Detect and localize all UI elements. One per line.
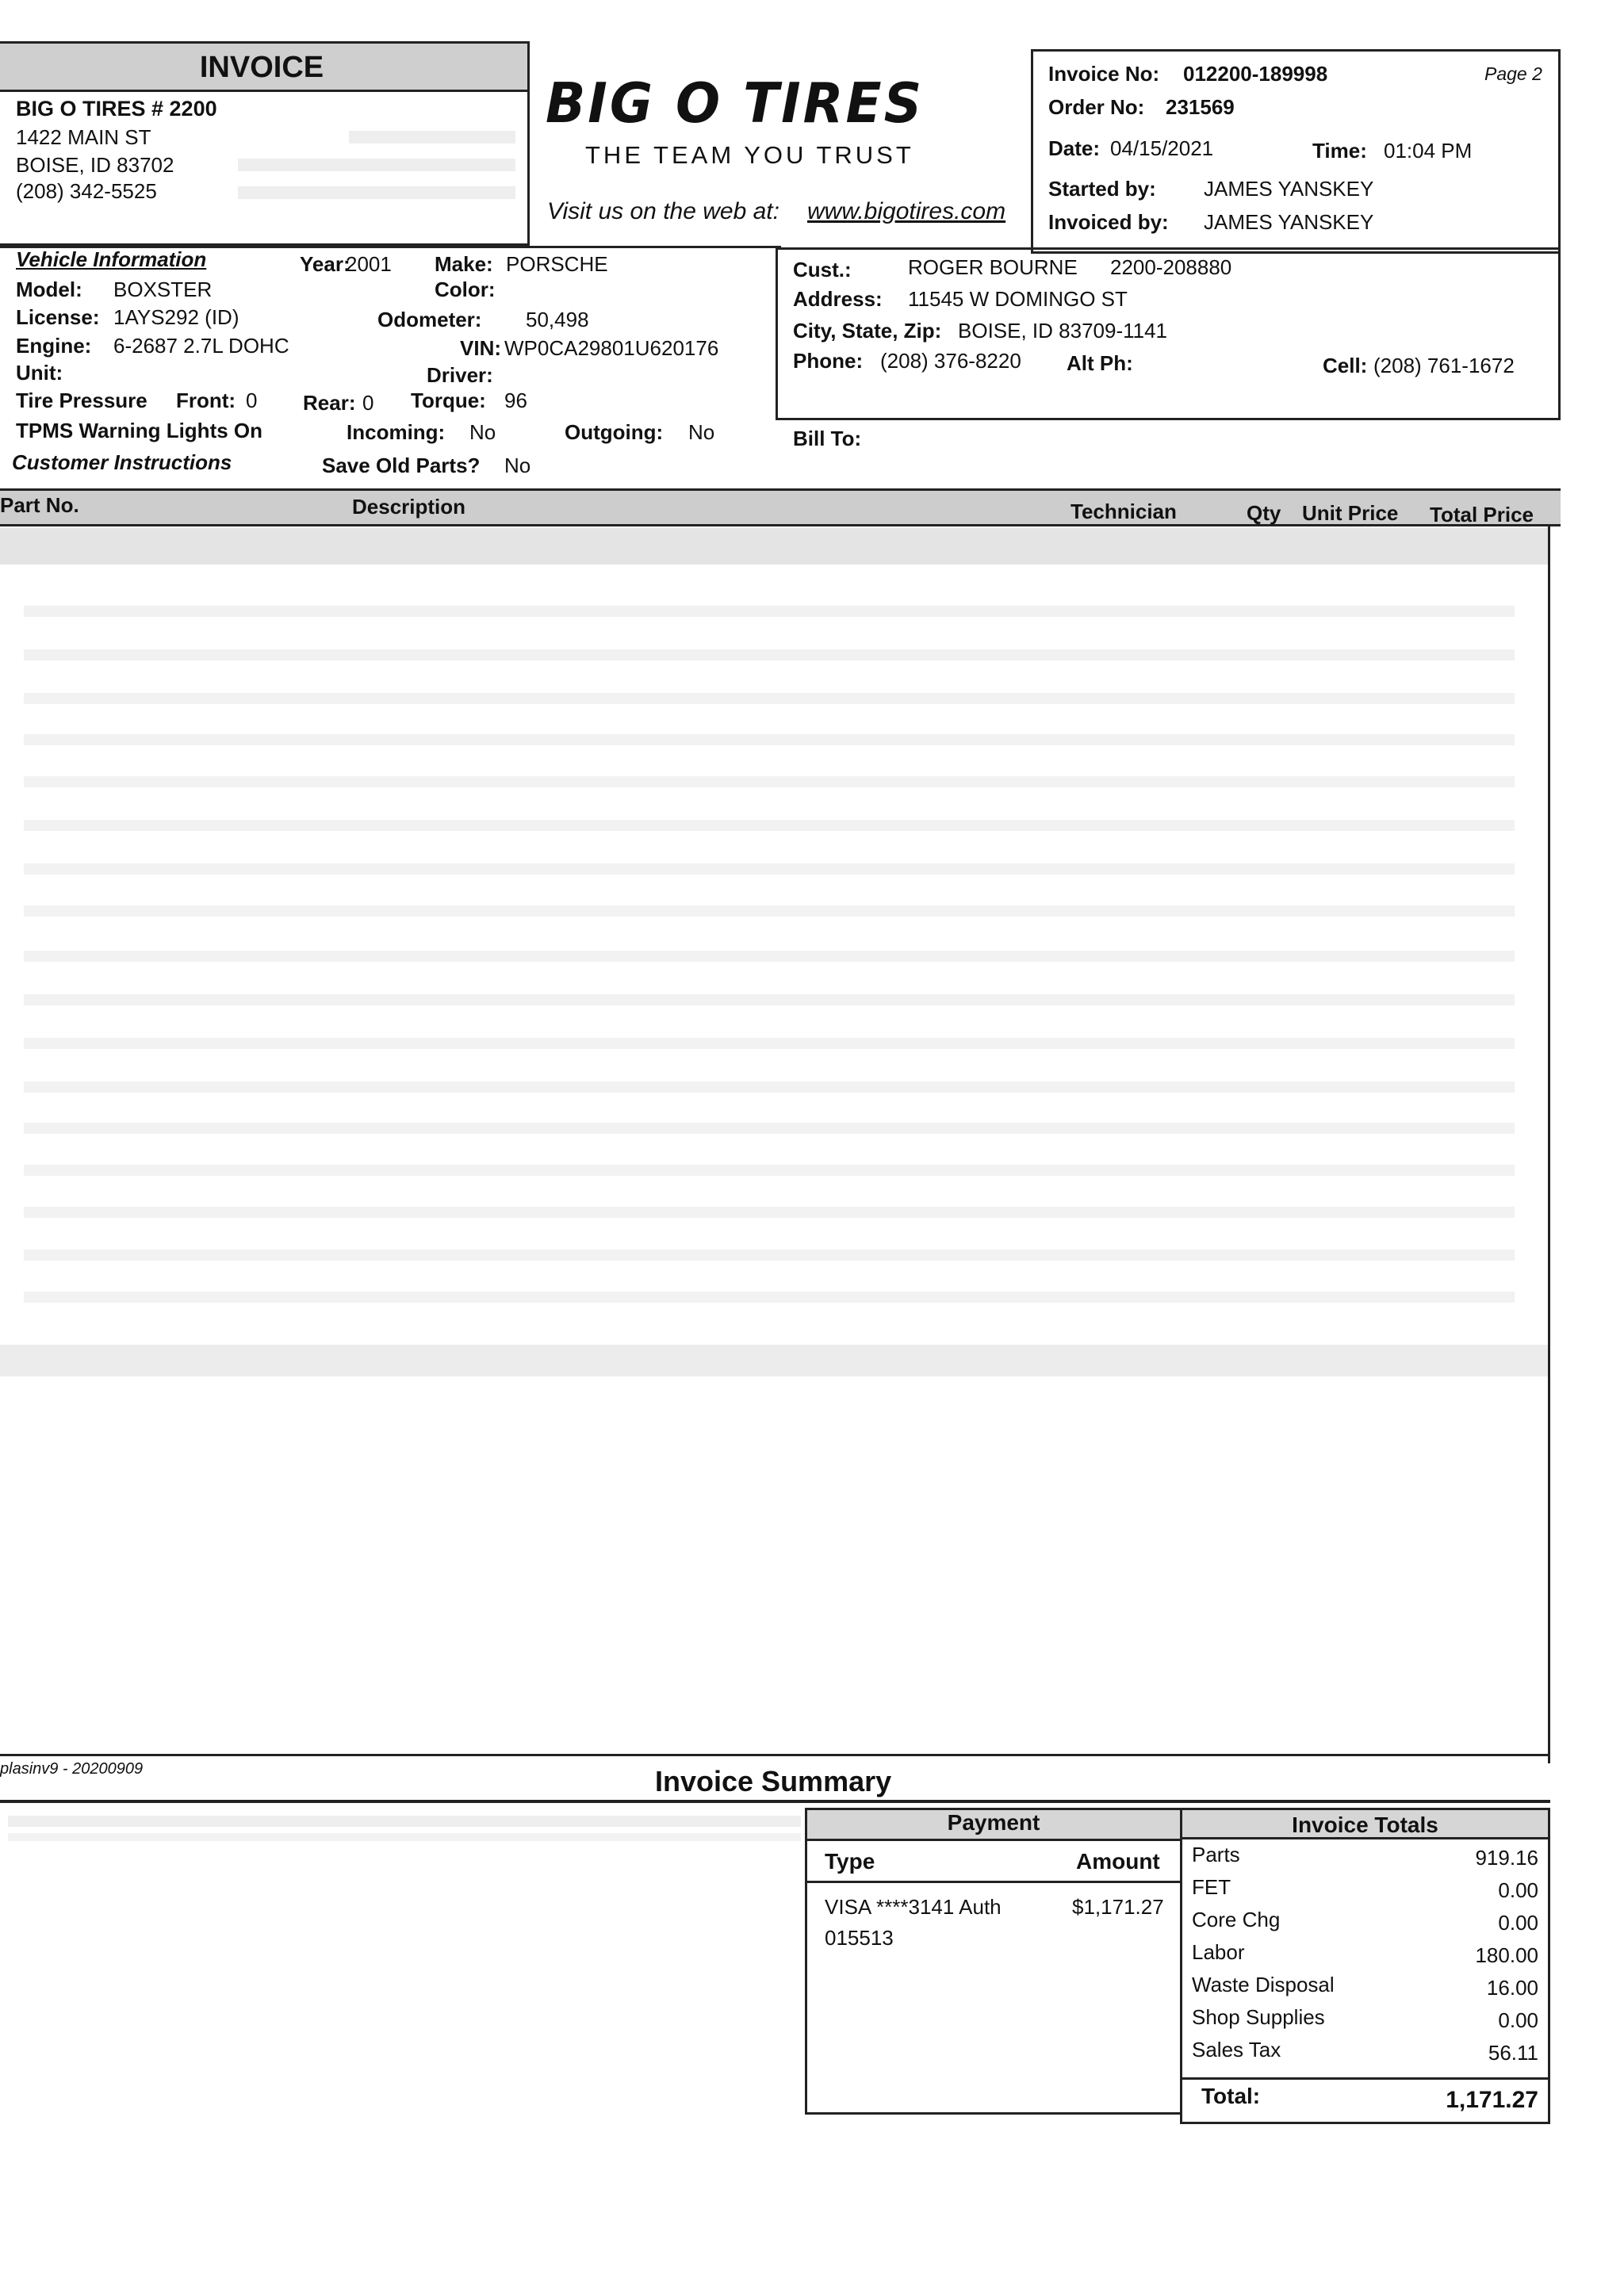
brand-logo-text: BIG O TIRES: [546, 71, 925, 136]
address-value: 11545 W DOMINGO ST: [908, 287, 1128, 311]
totals-line-label: Shop Supplies: [1192, 2005, 1325, 2029]
model-value: BOXSTER: [113, 278, 213, 301]
grand-total-value: 1,171.27: [1446, 2087, 1538, 2113]
bleed-through-row: [24, 820, 1515, 831]
bleed-through-text: [349, 131, 515, 144]
payment-type-line1: VISA ****3141 Auth: [825, 1895, 1002, 1919]
store-phone: (208) 342-5525: [16, 179, 157, 203]
vin-value: WP0CA29801U620176: [504, 336, 719, 360]
order-no: 231569: [1166, 95, 1235, 119]
time-value: 01:04 PM: [1384, 139, 1473, 163]
bleed-through-row: [24, 1292, 1515, 1303]
bleed-through-row: [24, 693, 1515, 704]
front-value: 0: [246, 389, 258, 412]
bleed-through-row: [24, 606, 1515, 617]
bleed-through-row: [24, 1038, 1515, 1049]
odometer-label: Odometer:: [377, 308, 482, 331]
vin-label: VIN:: [460, 336, 501, 360]
bleed-through-row: [24, 994, 1515, 1005]
invoiced-by: JAMES YANSKEY: [1204, 210, 1374, 234]
payment-subrule: [807, 1881, 1180, 1883]
address-label: Address:: [793, 287, 883, 311]
tpms-label: TPMS Warning Lights On: [16, 419, 263, 442]
bleed-through-row: [24, 1250, 1515, 1261]
grand-total-label: Total:: [1201, 2084, 1261, 2108]
rear-value: 0: [362, 391, 374, 415]
totals-line-label: Labor: [1192, 1940, 1245, 1964]
license-label: License:: [16, 305, 100, 329]
customer-instructions-label: Customer Instructions: [12, 450, 232, 474]
front-label: Front:: [176, 389, 236, 412]
outgoing-value: No: [688, 420, 715, 444]
started-by-label: Started by:: [1048, 177, 1156, 201]
bleed-through-row: [24, 776, 1515, 787]
cell-label: Cell:: [1323, 354, 1368, 377]
payment-amount-label: Amount: [1076, 1849, 1160, 1874]
color-label: Color:: [435, 278, 496, 301]
rear-label: Rear:: [303, 391, 356, 415]
totals-heading: Invoice Totals: [1292, 1813, 1438, 1837]
totals-line-label: Sales Tax: [1192, 2038, 1281, 2061]
cust-label: Cust.:: [793, 258, 852, 281]
invoiced-by-label: Invoiced by:: [1048, 210, 1169, 234]
cust-id: 2200-208880: [1110, 255, 1232, 279]
bleed-through-row: [8, 1816, 801, 1827]
invoice-heading: INVOICE: [199, 51, 324, 84]
web-label: Visit us on the web at:: [547, 198, 779, 224]
summary-title: Invoice Summary: [655, 1765, 892, 1797]
outgoing-label: Outgoing:: [565, 420, 664, 444]
bleed-through-row: [24, 1081, 1515, 1093]
bleed-through-row: [24, 1207, 1515, 1218]
make-value: PORSCHE: [506, 252, 608, 276]
payment-heading: Payment: [947, 1810, 1040, 1835]
bleed-through-row: [24, 649, 1515, 660]
torque-value: 96: [504, 389, 527, 412]
payment-type-line2: 015513: [825, 1926, 894, 1950]
totals-line-value: 56.11: [1488, 2041, 1538, 2065]
col-unit-price: Unit Price: [1302, 501, 1399, 525]
totals-line-label: FET: [1192, 1875, 1231, 1899]
bleed-through-text: [238, 186, 515, 199]
date-label: Date:: [1048, 136, 1101, 160]
odometer-value: 50,498: [526, 308, 589, 331]
bleed-through-row: [24, 951, 1515, 962]
license-value: 1AYS292 (ID): [113, 305, 239, 329]
web-link[interactable]: www.bigotires.com: [807, 198, 1006, 224]
cust-name: ROGER BOURNE: [908, 255, 1078, 279]
totals-line-value: 919.16: [1475, 1846, 1538, 1870]
totals-line-value: 180.00: [1475, 1943, 1538, 1967]
summary-rule: [0, 1800, 1550, 1803]
totals-line-value: 16.00: [1486, 1976, 1538, 2000]
bleed-through-row: [24, 1165, 1515, 1176]
csz-label: City, State, Zip:: [793, 319, 942, 343]
model-label: Model:: [16, 278, 82, 301]
bleed-through-row: [24, 734, 1515, 745]
bleed-through-row: [24, 863, 1515, 875]
store-address1: 1422 MAIN ST: [16, 125, 151, 149]
form-id: plasinv9 - 20200909: [0, 1760, 144, 1778]
bleed-through-row: [8, 1833, 801, 1841]
incoming-label: Incoming:: [347, 420, 446, 444]
totals-line-value: 0.00: [1498, 1911, 1538, 1935]
date-value: 04/15/2021: [1110, 136, 1214, 160]
col-description: Description: [352, 495, 466, 519]
col-total-price: Total Price: [1430, 503, 1534, 526]
grand-total-rule: [1182, 2077, 1548, 2080]
engine-label: Engine:: [16, 334, 92, 358]
cell-value: (208) 761-1672: [1373, 354, 1515, 377]
line-items-area: [0, 526, 1550, 1763]
brand-tagline: THE TEAM YOU TRUST: [585, 141, 914, 169]
phone-value: (208) 376-8220: [880, 349, 1021, 373]
incoming-value: No: [469, 420, 496, 444]
page-number: Page 2: [1484, 63, 1542, 84]
payment-type-label: Type: [825, 1849, 875, 1874]
totals-line-value: 0.00: [1498, 2008, 1538, 2032]
time-label: Time:: [1312, 139, 1367, 163]
totals-line-label: Core Chg: [1192, 1908, 1281, 1931]
alt-phone-label: Alt Ph:: [1067, 351, 1133, 375]
csz-value: BOISE, ID 83709-1141: [958, 319, 1168, 343]
year-value: 2001: [346, 252, 392, 276]
bill-to-label: Bill To:: [793, 427, 862, 450]
brand-logo: [546, 71, 1021, 136]
bleed-through-row: [24, 905, 1515, 917]
bleed-through-text: [238, 159, 515, 171]
vehicle-heading: Vehicle Information: [16, 247, 207, 271]
save-old-parts-value: No: [504, 454, 531, 477]
totals-line-label: Parts: [1192, 1843, 1240, 1866]
col-part-no: Part No.: [0, 493, 79, 517]
order-no-label: Order No:: [1048, 95, 1145, 119]
totals-line-label: Waste Disposal: [1192, 1973, 1335, 1996]
bleed-through-row: [24, 1123, 1515, 1134]
engine-value: 6-2687 2.7L DOHC: [113, 334, 289, 358]
make-label: Make:: [435, 252, 493, 276]
payment-amount: $1,171.27: [1072, 1895, 1164, 1919]
tire-pressure-label: Tire Pressure: [16, 389, 147, 412]
totals-line-value: 0.00: [1498, 1878, 1538, 1902]
store-name: BIG O TIRES # 2200: [16, 97, 217, 121]
faded-band: [0, 528, 1548, 565]
unit-label: Unit:: [16, 361, 63, 385]
col-technician: Technician: [1071, 500, 1177, 523]
col-qty: Qty: [1247, 501, 1281, 525]
phone-label: Phone:: [793, 349, 864, 373]
driver-label: Driver:: [427, 363, 493, 387]
invoice-no-label: Invoice No:: [1048, 62, 1160, 86]
torque-label: Torque:: [411, 389, 486, 412]
year-label: Year:: [300, 252, 350, 276]
started-by: JAMES YANSKEY: [1204, 177, 1374, 201]
save-old-parts-label: Save Old Parts?: [322, 454, 481, 477]
footer-top-rule: [0, 1754, 1550, 1756]
store-address2: BOISE, ID 83702: [16, 153, 174, 177]
faded-band: [0, 1345, 1548, 1376]
invoice-no: 012200-189998: [1183, 62, 1328, 86]
